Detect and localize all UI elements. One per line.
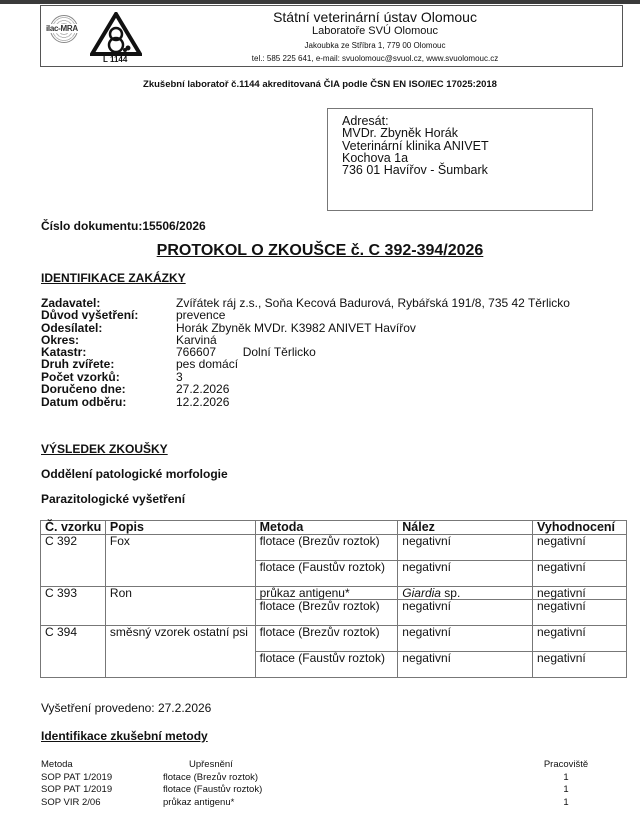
column-header: Č. vzorku xyxy=(41,521,106,535)
sample-id: C 393 xyxy=(41,586,106,626)
field-label: Odesílatel: xyxy=(41,320,103,335)
field-value: Karviná xyxy=(176,332,217,347)
column-header: Upřesnění xyxy=(189,759,233,770)
test-evaluation: negativní xyxy=(533,626,627,652)
test-evaluation: negativní xyxy=(533,652,627,678)
institution-contact: tel.: 585 225 641, e-mail: svuolomouc@svuol.cz, www.svuolomouc.cz xyxy=(251,54,499,63)
sample-description: Fox xyxy=(105,534,255,586)
addressee-line: Kochova 1a xyxy=(342,150,409,165)
addressee-line: 736 01 Havířov - Šumbark xyxy=(342,163,488,178)
svu-triangle-logo xyxy=(90,12,142,56)
ilac-logo-text: ilac-MRA xyxy=(46,24,78,33)
laboratory-name: Laboratoře SVÚ Olomouc xyxy=(312,25,438,37)
protocol-title-text: PROTOKOL O ZKOUŠCE č. C 392-394/2026 xyxy=(156,242,484,259)
method-detail: průkaz antigenu* xyxy=(163,797,235,809)
test-method: flotace (Brezův roztok) xyxy=(255,600,398,626)
method-identification-heading: Identifikace zkušební metody xyxy=(41,729,208,743)
field-row xyxy=(41,322,570,334)
method-detail: flotace (Brezův roztok) xyxy=(163,771,259,783)
test-method: flotace (Faustův roztok) xyxy=(255,652,398,678)
addressee-line: MVDr. Zbyněk Horák xyxy=(342,126,459,141)
test-finding: negativní xyxy=(398,626,533,652)
method-row xyxy=(41,784,601,797)
field-value: Horák Zbyněk MVDr. K3982 ANIVET Havířov xyxy=(176,320,416,335)
test-method: flotace (Brezův roztok) xyxy=(255,534,398,560)
field-value: pes domácí xyxy=(176,357,239,372)
method-workplace: 1 xyxy=(563,797,569,809)
lab-code: L 1144 xyxy=(103,55,128,64)
department-name: Oddělení patologické morfologie xyxy=(41,467,228,481)
institution-address: Jakoubka ze Stříbra 1, 779 00 Olomouc xyxy=(304,41,446,50)
method-code: SOP PAT 1/2019 xyxy=(41,784,113,796)
test-finding xyxy=(398,586,533,600)
field-value: 3 xyxy=(176,369,183,384)
table-row xyxy=(41,534,627,560)
field-value: Zvířátek ráj z.s., Soňa Kecová Badurová, Rybářská 191/8, 735 42 Těrlicko xyxy=(176,296,570,310)
field-label: Doručeno dne: xyxy=(41,382,126,397)
addressee-box xyxy=(327,108,593,211)
field-row xyxy=(41,358,570,370)
column-header: Metoda xyxy=(255,521,398,535)
field-label: Druh zvířete: xyxy=(41,357,115,372)
examination-performed-date: Vyšetření provedeno: 27.2.2026 xyxy=(41,701,212,715)
test-method: flotace (Faustův roztok) xyxy=(255,560,398,586)
institution-name: Státní veterinární ústav Olomouc xyxy=(273,9,477,25)
protocol-title xyxy=(0,242,640,260)
column-header: Vyhodnocení xyxy=(533,521,627,535)
sample-description: Ron xyxy=(105,586,255,626)
method-workplace: 1 xyxy=(563,784,569,796)
test-evaluation: negativní xyxy=(533,600,627,626)
document-number: Číslo dokumentu:15506/2026 xyxy=(41,219,206,233)
method-row xyxy=(41,797,601,810)
examination-type: Parazitologické vyšetření xyxy=(41,492,186,506)
test-finding: negativní xyxy=(398,652,533,678)
column-header: Popis xyxy=(105,521,255,535)
field-label: Počet vzorků: xyxy=(41,369,120,384)
test-method: flotace (Brezův roztok) xyxy=(255,626,398,652)
field-label: Datum odběru: xyxy=(41,395,127,410)
field-value: 12.2.2026 xyxy=(176,395,230,410)
method-code: SOP PAT 1/2019 xyxy=(41,771,113,783)
method-code: SOP VIR 2/06 xyxy=(41,797,101,809)
test-evaluation: negativní xyxy=(533,586,627,600)
field-row xyxy=(41,396,570,408)
test-finding: negativní xyxy=(398,534,533,560)
field-label: Zadavatel: xyxy=(41,296,101,310)
finding-suffix: sp. xyxy=(440,585,461,600)
field-row xyxy=(41,383,570,395)
window-top-strip xyxy=(0,0,640,4)
table-row xyxy=(41,586,627,600)
methods-header-row xyxy=(41,759,601,772)
sample-description: směsný vzorek ostatní psi xyxy=(105,626,255,678)
accreditation-line: Zkušební laboratoř č.1144 akreditovaná ČIA podle ČSN EN ISO/IEC 17025:2018 xyxy=(143,79,497,90)
method-workplace: 1 xyxy=(563,771,569,783)
test-finding: negativní xyxy=(398,560,533,586)
field-label: Katastr: xyxy=(41,345,87,360)
field-label: Okres: xyxy=(41,332,80,347)
results-table xyxy=(40,520,627,678)
table-header-row xyxy=(41,521,627,535)
test-finding: negativní xyxy=(398,600,533,626)
methods-list xyxy=(41,759,601,810)
field-value: prevence xyxy=(176,308,226,323)
column-header: Metoda xyxy=(41,759,73,770)
method-detail: flotace (Faustův roztok) xyxy=(163,784,263,796)
result-heading: VÝSLEDEK ZKOUŠKY xyxy=(41,442,168,456)
test-evaluation: negativní xyxy=(533,560,627,586)
sample-id: C 392 xyxy=(41,534,106,586)
method-row xyxy=(41,772,601,785)
field-row xyxy=(41,309,570,321)
test-evaluation: negativní xyxy=(533,534,627,560)
order-identification-heading: IDENTIFIKACE ZAKÁZKY xyxy=(41,271,186,285)
column-header: Nález xyxy=(398,521,533,535)
test-method: průkaz antigenu* xyxy=(255,586,398,600)
field-label: Důvod vyšetření: xyxy=(41,308,139,323)
column-header: Pracoviště xyxy=(543,759,589,770)
addressee-label: Adresát: xyxy=(342,114,389,128)
finding-organism: Giardia xyxy=(402,585,441,600)
field-row xyxy=(41,346,570,358)
ilac-mra-logo xyxy=(46,15,78,43)
field-value: 27.2.2026 xyxy=(176,382,230,397)
sample-id: C 394 xyxy=(41,626,106,678)
table-row xyxy=(41,626,627,652)
order-fields xyxy=(41,297,570,409)
addressee-line: Veterinární klinika ANIVET xyxy=(342,138,489,153)
field-value: 766607 Dolní Těrlicko xyxy=(176,345,316,360)
